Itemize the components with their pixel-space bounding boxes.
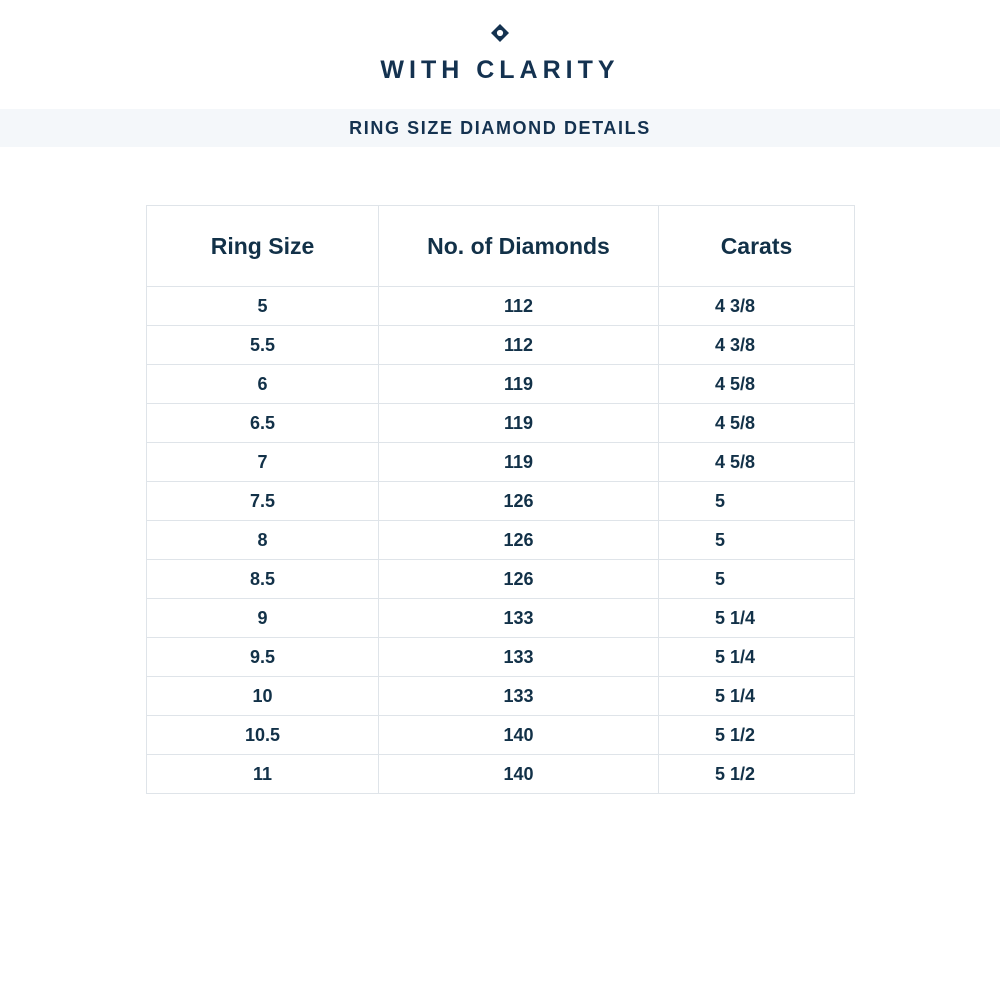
- cell-no-of-diamonds: 140: [379, 716, 659, 755]
- cell-ring-size: 11: [147, 755, 379, 794]
- cell-ring-size: 6: [147, 365, 379, 404]
- cell-carats: 5: [659, 560, 855, 599]
- ring-size-table: [146, 205, 855, 794]
- cell-carats: 4 5/8: [659, 404, 855, 443]
- cell-ring-size: 8.5: [147, 560, 379, 599]
- cell-ring-size: 5: [147, 287, 379, 326]
- cell-ring-size: 8: [147, 521, 379, 560]
- column-header-ring-size: Ring Size: [147, 206, 379, 287]
- table-row: [147, 638, 855, 677]
- cell-no-of-diamonds: 119: [379, 443, 659, 482]
- table-row: [147, 755, 855, 794]
- table-row: [147, 716, 855, 755]
- cell-carats: 4 5/8: [659, 443, 855, 482]
- cell-no-of-diamonds: 119: [379, 404, 659, 443]
- table-row: [147, 521, 855, 560]
- cell-no-of-diamonds: 126: [379, 560, 659, 599]
- table-header-row: [147, 206, 855, 287]
- cell-ring-size: 10.5: [147, 716, 379, 755]
- cell-ring-size: 7.5: [147, 482, 379, 521]
- table-row: [147, 482, 855, 521]
- cell-no-of-diamonds: 133: [379, 677, 659, 716]
- page-title: RING SIZE DIAMOND DETAILS: [349, 117, 651, 138]
- diamond-icon: [489, 22, 511, 44]
- cell-carats: 5: [659, 521, 855, 560]
- cell-ring-size: 9: [147, 599, 379, 638]
- table-row: [147, 599, 855, 638]
- cell-no-of-diamonds: 126: [379, 521, 659, 560]
- ring-size-table-wrapper: [146, 205, 854, 794]
- column-header-no-of-diamonds: No. of Diamonds: [379, 206, 659, 287]
- cell-ring-size: 5.5: [147, 326, 379, 365]
- table-row: [147, 443, 855, 482]
- cell-carats: 5 1/2: [659, 716, 855, 755]
- cell-no-of-diamonds: 126: [379, 482, 659, 521]
- cell-ring-size: 6.5: [147, 404, 379, 443]
- cell-no-of-diamonds: 119: [379, 365, 659, 404]
- cell-carats: 5 1/4: [659, 677, 855, 716]
- cell-carats: 4 3/8: [659, 326, 855, 365]
- table-row: [147, 677, 855, 716]
- cell-no-of-diamonds: 112: [379, 326, 659, 365]
- table-row: [147, 287, 855, 326]
- table-row: [147, 560, 855, 599]
- brand-header: [0, 0, 1000, 83]
- cell-carats: 4 5/8: [659, 365, 855, 404]
- cell-carats: 4 3/8: [659, 287, 855, 326]
- cell-no-of-diamonds: 112: [379, 287, 659, 326]
- cell-ring-size: 9.5: [147, 638, 379, 677]
- table-body: [147, 287, 855, 794]
- brand-name: WITH CLARITY: [380, 56, 620, 84]
- cell-no-of-diamonds: 133: [379, 599, 659, 638]
- cell-ring-size: 10: [147, 677, 379, 716]
- cell-ring-size: 7: [147, 443, 379, 482]
- column-header-carats: Carats: [659, 206, 855, 287]
- subheader-band: [0, 109, 1000, 147]
- cell-no-of-diamonds: 133: [379, 638, 659, 677]
- cell-carats: 5 1/4: [659, 638, 855, 677]
- table-row: [147, 404, 855, 443]
- table-row: [147, 365, 855, 404]
- table-row: [147, 326, 855, 365]
- cell-carats: 5 1/2: [659, 755, 855, 794]
- cell-carats: 5 1/4: [659, 599, 855, 638]
- table-header: [147, 206, 855, 287]
- cell-carats: 5: [659, 482, 855, 521]
- cell-no-of-diamonds: 140: [379, 755, 659, 794]
